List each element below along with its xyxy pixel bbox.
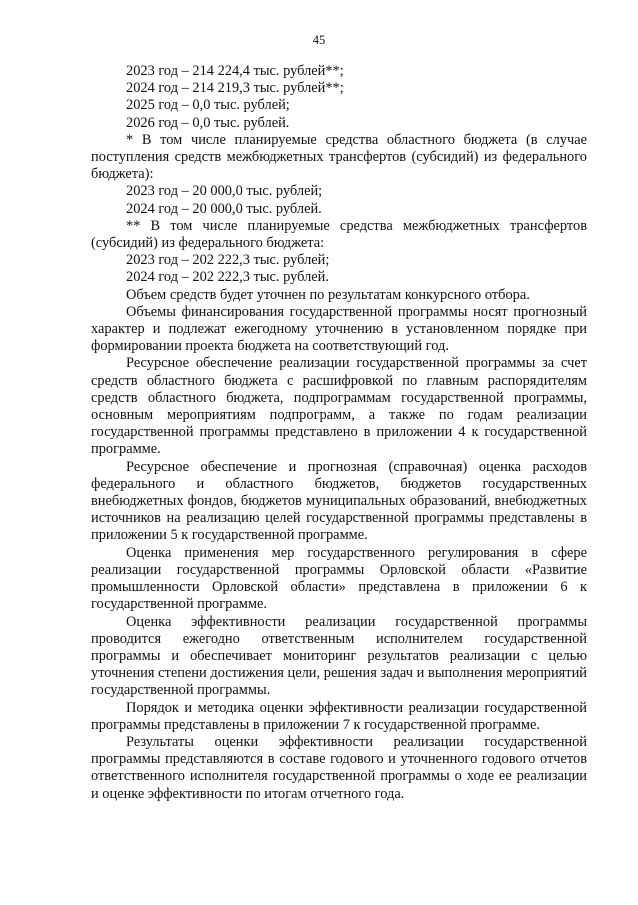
paragraph: * В том числе планируемые средства областного бюджета (в случае поступления средств межбюджетных трансфертов (субсидий) из федерального бюджета): — [91, 131, 587, 183]
paragraph: Оценка применения мер государственного регулирования в сфере реализации государственной программы Орловской области «Развитие промышленности Орловской области» представлена в приложении 6 к государственной программе. — [91, 544, 587, 613]
paragraph: 2024 год – 214 219,3 тыс. рублей**; — [126, 80, 344, 97]
paragraph: 2023 год – 20 000,0 тыс. рублей; — [126, 183, 323, 200]
paragraph: 2025 год – 0,0 тыс. рублей; — [126, 97, 290, 114]
paragraph: Оценка эффективности реализации государственной программы проводится ежегодно ответственным исполнителем государственной программы и обеспечивает мониторинг результатов реализации с целью уточнения степени достижения цели, решения задач и выполнения мероприятий государственной программы. — [91, 613, 587, 699]
paragraph: 2023 год – 202 222,3 тыс. рублей; — [126, 252, 330, 269]
paragraph: ** В том числе планируемые средства межбюджетных трансфертов (субсидий) из федерального бюджета: — [91, 217, 587, 252]
document-body — [91, 63, 587, 803]
paragraph: Ресурсное обеспечение и прогнозная (справочная) оценка расходов федерального и областного бюджетов, бюджетов государственных внебюджетных фондов, бюджетов муниципальных образований, внебюджетных источников на реализацию целей государственной программы представлены в приложении 5 к государственной программе. — [91, 458, 587, 544]
paragraph: 2026 год – 0,0 тыс. рублей. — [126, 114, 290, 131]
paragraph: 2024 год – 202 222,3 тыс. рублей. — [126, 269, 329, 286]
paragraph: 2023 год – 214 224,4 тыс. рублей**; — [126, 63, 344, 79]
paragraph: Объемы финансирования государственной программы носят прогнозный характер и подлежат ежегодному уточнению в установленном порядке при формировании проекта бюджета на соответствующий год. — [91, 303, 587, 355]
paragraph: Результаты оценки эффективности реализации государственной программы представляются в составе годового и уточненного годового отчетов ответственного исполнителя государственной программы о ходе ее реализации и оценке эффективности по итогам отчетного года. — [91, 733, 587, 802]
page-number: 45 — [312, 33, 326, 47]
paragraph: Объем средств будет уточнен по результатам конкурсного отбора. — [126, 286, 530, 303]
paragraph: Ресурсное обеспечение реализации государственной программы за счет средств областного бюджета с расшифровкой по главным распорядителям средств областного бюджета, подпрограммам государственной программы, основным мероприятиям подпрограмм, а также по годам реализации государственной программы представлено в приложении 4 к государственной программе. — [91, 355, 587, 458]
paragraph: Порядок и методика оценки эффективности реализации государственной программы представлены в приложении 7 к государственной программе. — [91, 699, 587, 733]
paragraph: 2024 год – 20 000,0 тыс. рублей. — [126, 200, 322, 217]
